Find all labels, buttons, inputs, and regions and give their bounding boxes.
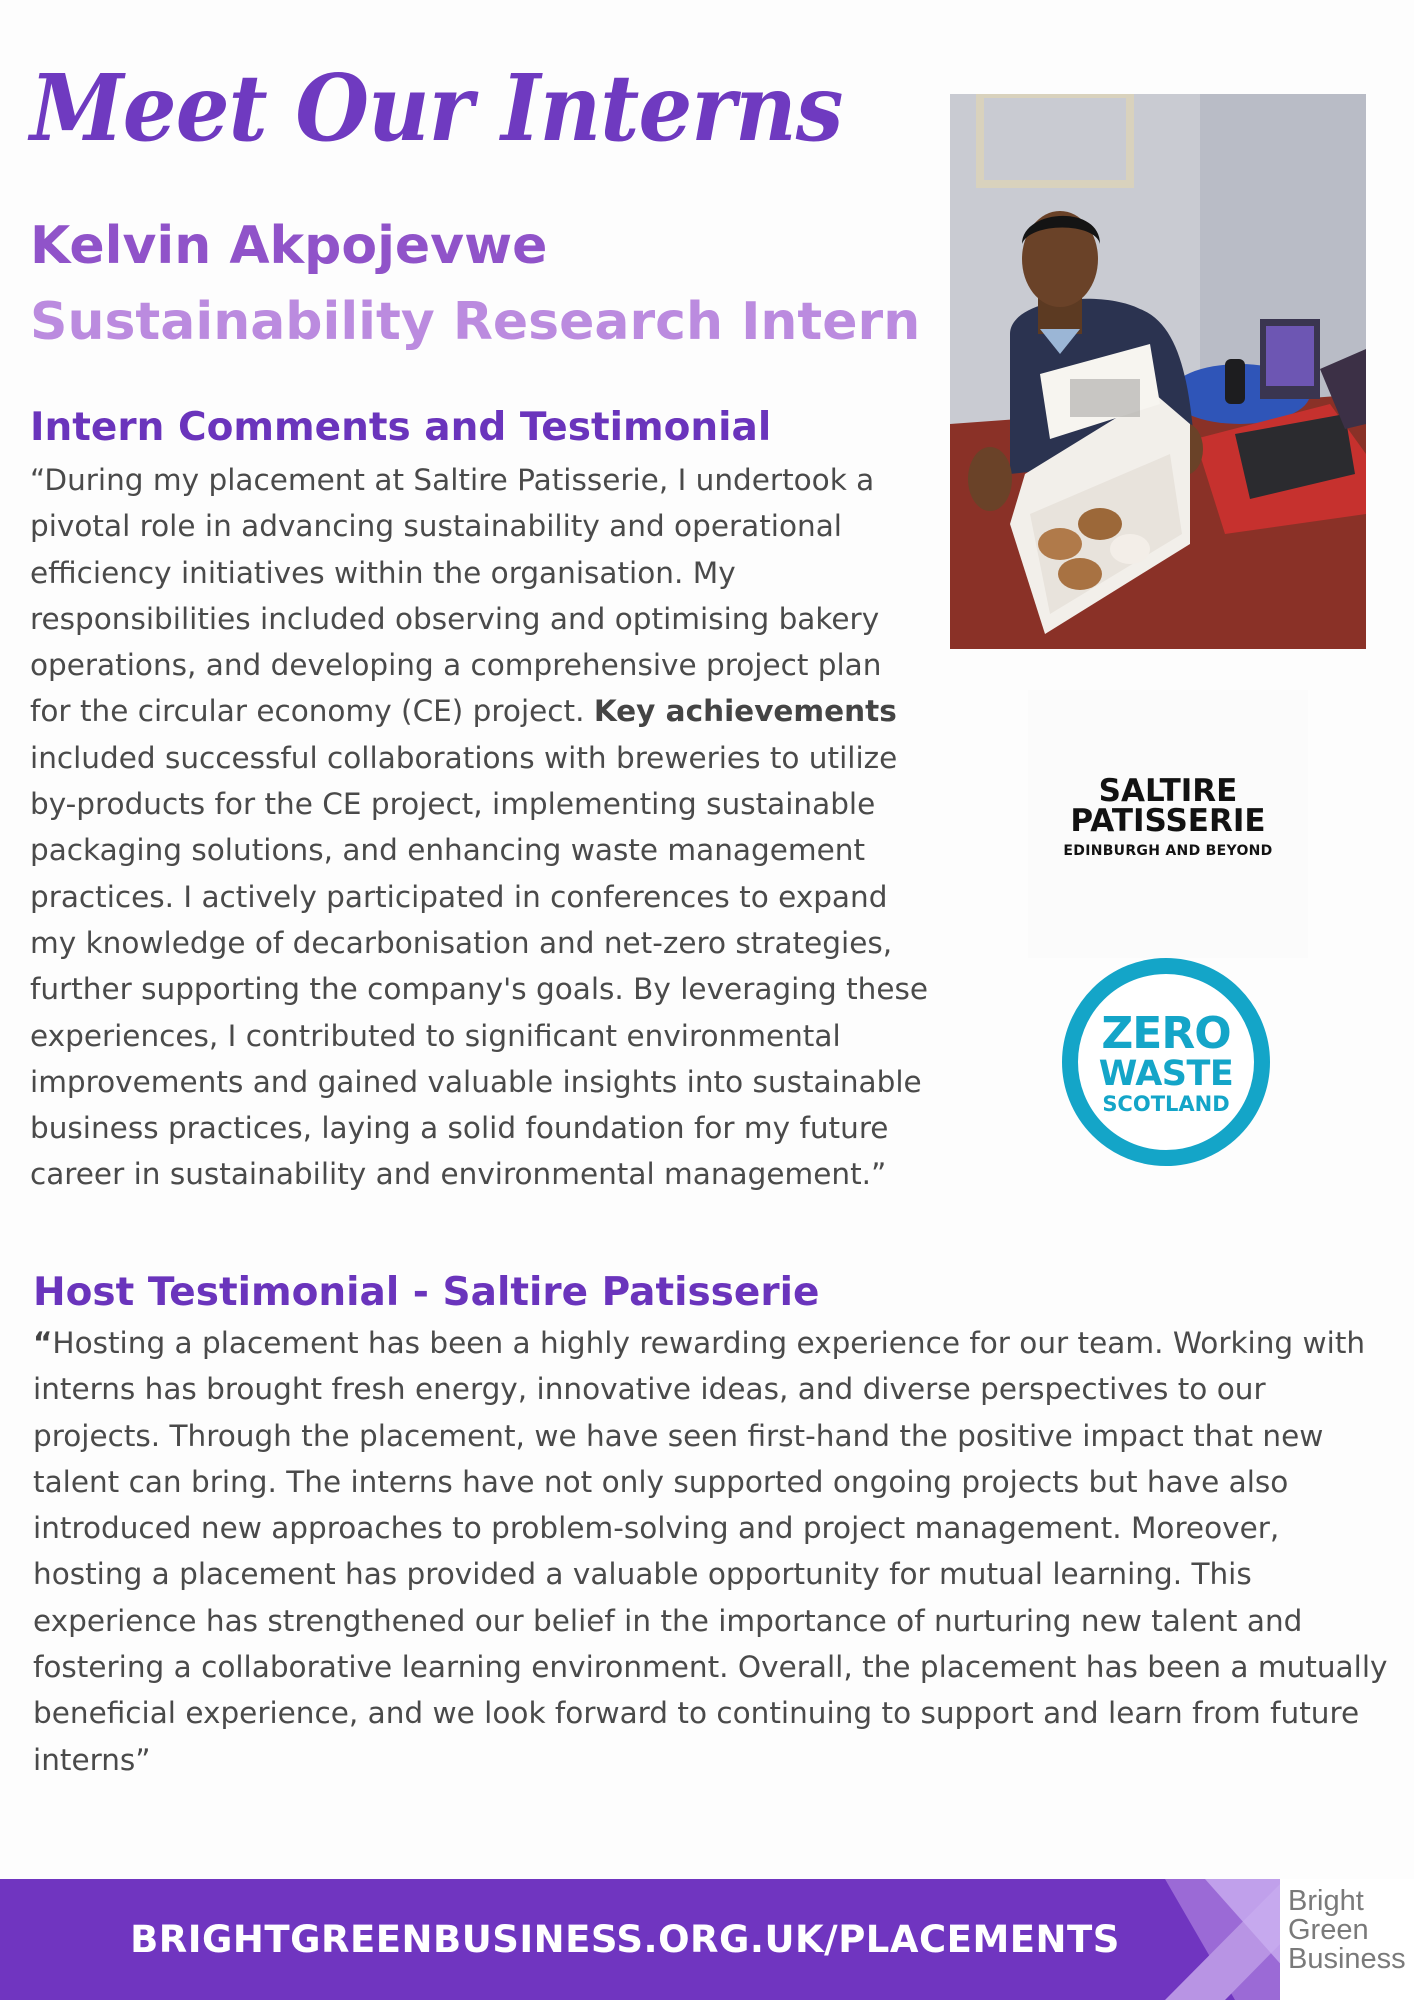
intern-text-part2: included successful collaborations with breweries to utilize by-products for the CE project, implementing sustainable packaging solutions, and enhancing waste management practices. I actively participated in conferences to expand my knowledge of decarbonisation and net-zero strategies, further supporting the company's goals. By leveraging these experiences, I contributed to significant environmental improvements and gained valuable insights into sustainable business practices, laying a solid foundation for my future career in sustainability and environmental management.”	[30, 740, 929, 1192]
bgb-logo-line2: Green	[1288, 1914, 1369, 1946]
host-open-quote: “	[33, 1326, 53, 1360]
bgb-logo-line3: Business	[1288, 1943, 1406, 1975]
zws-logo-line2: WASTE	[1098, 1054, 1234, 1094]
intern-text-bold: Key achievements	[593, 694, 897, 729]
intern-photo	[950, 94, 1366, 649]
intern-testimonial-text	[30, 457, 930, 1198]
saltire-logo-line2: PATISSERIE	[1070, 803, 1266, 839]
intern-role: Sustainability Research Intern	[30, 292, 921, 352]
zws-logo-line1: ZERO	[1101, 1008, 1231, 1059]
saltire-logo-line1: SALTIRE	[1098, 773, 1238, 809]
bright-green-business-mark-icon	[1165, 1879, 1285, 2000]
host-text-body: Hosting a placement has been a highly rewarding experience for our team. Working with interns has brought fresh energy, innovative ideas, and diverse perspectives to our projects. Through the placement, we have seen first-hand the positive impact that new talent can bring. The interns have not only supported ongoing projects but have also introduced new approaches to problem-solving and project management. Moreover, hosting a placement has provided a valuable opportunity for mutual learning. This experience has strengthened our belief in the importance of nurturing new talent and fostering a collaborative learning environment. Overall, the placement has been a mutually beneficial experience, and we look forward to continuing to support and learn from future interns”	[33, 1326, 1388, 1777]
footer-bar	[0, 1879, 1414, 2000]
intern-name: Kelvin Akpojevwe	[30, 216, 548, 276]
page-title: Meet Our Interns	[30, 54, 843, 162]
saltire-logo-line3: EDINBURGH AND BEYOND	[1063, 843, 1273, 859]
placements-link[interactable]: BRIGHTGREENBUSINESS.ORG.UK/PLACEMENTS	[130, 1918, 1120, 1961]
zero-waste-scotland-logo	[1062, 958, 1270, 1166]
bright-green-business-logo	[1280, 1879, 1414, 2000]
intern-text-part1: “During my placement at Saltire Patisserie, I undertook a pivotal role in advancing sustainability and operational efficiency initiatives within the organisation. My responsibilities included observing and optimising bakery operations, and developing a comprehensive project plan for the circular economy (CE) project.	[30, 463, 882, 729]
host-testimonial-text	[33, 1320, 1393, 1783]
host-testimonial-heading: Host Testimonial - Saltire Patisserie	[33, 1270, 820, 1315]
intern-testimonial-heading: Intern Comments and Testimonial	[30, 405, 772, 450]
bgb-logo-line1: Bright	[1288, 1885, 1364, 1917]
saltire-patisserie-logo	[1028, 690, 1308, 958]
zws-logo-line3: SCOTLAND	[1102, 1092, 1230, 1116]
intern-photo-illustration	[950, 94, 1366, 649]
